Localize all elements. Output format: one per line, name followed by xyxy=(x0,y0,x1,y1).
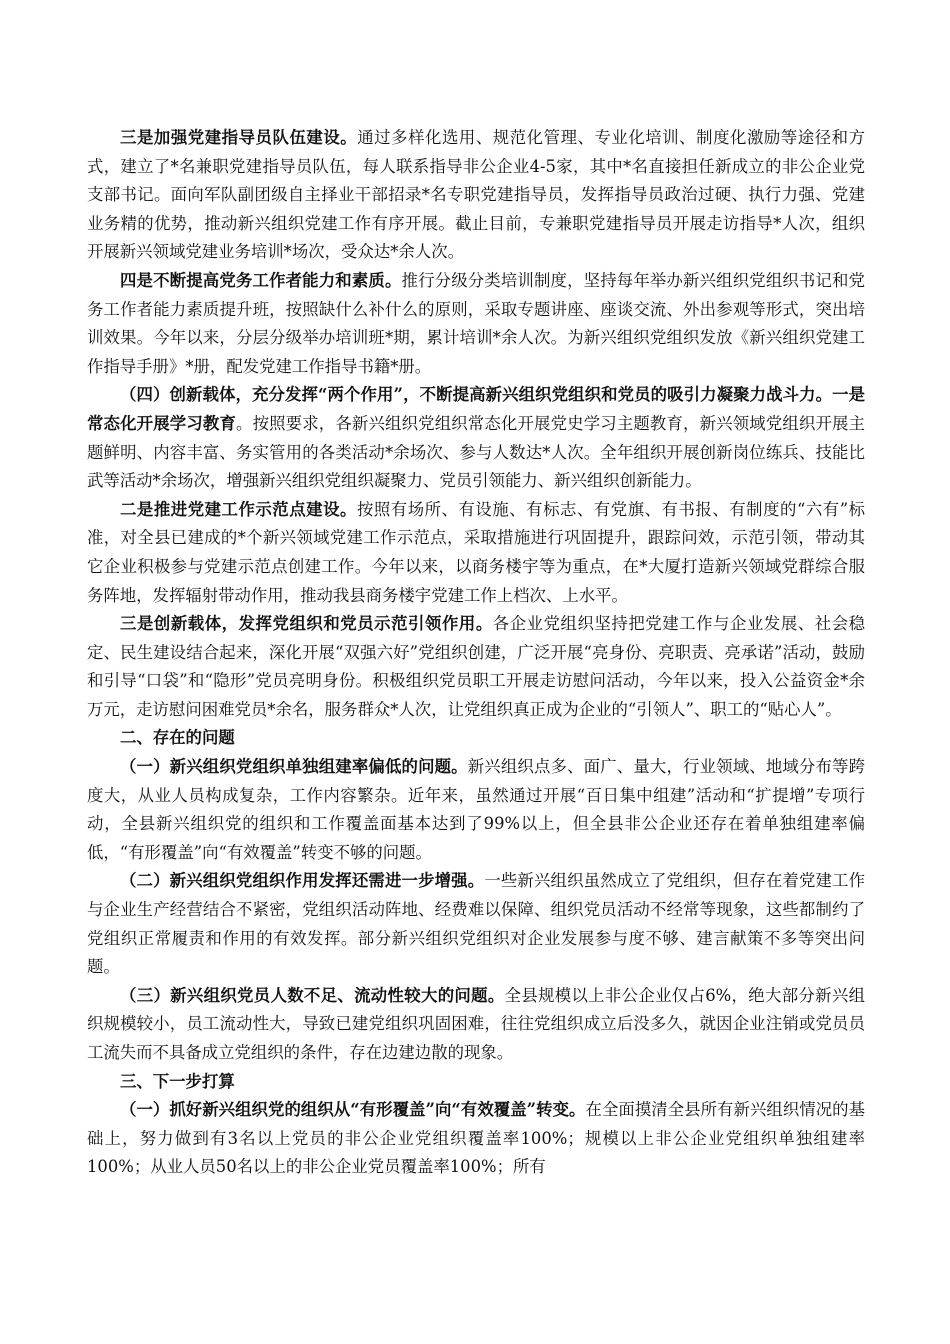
paragraph-lead: （四）创新载体，充分发挥“两个作用”，不断提高新兴组织党组织和党员的吸引力凝聚力战斗力。一是常态化开展学习教育 xyxy=(87,385,865,433)
paragraph-lead: （一）抓好新兴组织党的组织从“有形覆盖”向“有效覆盖”转变。 xyxy=(120,1100,586,1120)
paragraph-text: 各企业党组织坚持把党建工作与企业发展、社会稳定、民生建设结合起来，深化开展“双强六好”党组织创建，广泛开展“亮身份、亮职责、亮承诺”活动，鼓励和引导“口袋”和“隐形”党员亮明身份。积极组织党员职工开展走访慰问活动，今年以来，投入公益资金*余万元，走访慰问困难党员*余名，服务群众*人次，让党组织真正成为企业的“引领人”、职工的“贴心人”。 xyxy=(87,614,866,719)
paragraph-lead: 三是加强党建指导员队伍建设。 xyxy=(120,128,358,147)
paragraph-lead: 二是推进党建工作示范点建设。 xyxy=(120,499,357,519)
paragraph-party-worker-ability xyxy=(87,267,865,381)
paragraph-text: 全县规模以上非公企业仅占6%，绝大部分新兴组织规模较小，员工流动性大，导致已建党组织巩固困难，往往党组织成立后没多久，就因企业注销或党员员工流失而不具备成立党组织的条件，存在边建边散的现象。 xyxy=(87,985,865,1062)
section-heading-problems xyxy=(87,724,865,753)
paragraph-exemplary-role xyxy=(87,610,865,724)
section-heading-text: 二、存在的问题 xyxy=(120,728,235,748)
paragraph-text: 。按照要求，各新兴组织党组织常态化开展党史学习主题教育，新兴领域党组织开展主题鲜明、内容丰富、务实管用的各类活动*余场次、参与人数达*人次。全年组织开展创新岗位练兵、技能比武等活动*余场次，增强新兴组织党组织凝聚力、党员引领能力、新兴组织创新能力。 xyxy=(87,413,866,491)
section-heading-next-steps xyxy=(87,1068,865,1097)
paragraph-lead: 三是创新载体，发挥党组织和党员示范引领作用。 xyxy=(120,614,493,634)
paragraph-text: 通过多样化选用、规范化管理、专业化培训、制度化激励等途径和方式，建立了*名兼职党建指导员队伍，每人联系指导非公企业4-5家，其中*名直接担任新成立的非公企业党支部书记。面向军队副团级自主择业干部招录*名专职党建指导员，发挥指导员政治过硬、执行力强、党建业务精的优势，推动新兴组织党建工作有序开展。截止目前，专兼职党建指导员开展走访指导*人次，组织开展新兴领域党建业务培训*场次，受众达*余人次。 xyxy=(87,128,866,262)
paragraph-role-enhancement xyxy=(87,867,865,981)
section-heading-text: 三、下一步打算 xyxy=(120,1071,235,1091)
paragraph-demonstration-sites xyxy=(87,496,865,610)
paragraph-text: 一些新兴组织虽然成立了党组织，但存在着党建工作与企业生产经营结合不紧密，党组织活动阵地、经费难以保障、组织党员活动不经常等现象，这些都制约了党组织正常履责和作用的有效发挥。部分新兴组织党组织对企业发展参与度不够、建言献策不多等突出问题。 xyxy=(87,871,866,977)
paragraph-text: 新兴组织点多、面广、量大，行业领域、地域分布等跨度大，从业人员构成复杂，工作内容繁杂。近年来，虽然通过开展“百日集中组建”活动和“扩提增”专项行动，全县新兴组织党的组织和工作覆盖面基本达到了99%以上，但全县非公企业还存在着单独组建率偏低，“有形覆盖”向“有效覆盖”转变不够的问题。 xyxy=(87,757,866,862)
document-body xyxy=(87,124,865,1182)
paragraph-party-instructor-team xyxy=(87,124,865,267)
paragraph-effective-coverage xyxy=(87,1096,865,1182)
paragraph-text: 按照有场所、有设施、有标志、有党旗、有书报、有制度的“六有”标准，对全县已建成的*个新兴领域党建工作示范点，采取措施进行巩固提升，跟踪问效，示范引领，带动其它企业积极参与党建示范点创建工作。今年以来，以商务楼宇等为重点，在*大厦打造新兴领域党群综合服务阵地，发挥辐射带动作用，推动我县商务楼宇党建工作上档次、上水平。 xyxy=(87,499,866,605)
paragraph-lead: （三）新兴组织党员人数不足、流动性较大的问题。 xyxy=(120,985,505,1005)
paragraph-low-formation-rate xyxy=(87,753,865,867)
paragraph-lead: （二）新兴组织党组织作用发挥还需进一步增强。 xyxy=(120,871,485,891)
paragraph-text: 推行分级分类培训制度，坚持每年举办新兴组织党组织书记和党务工作者能力素质提升班，按照缺什么补什么的原则，采取专题讲座、座谈交流、外出参观等形式，突出培训效果。今年以来，分层分级举办培训班*期，累计培训*余人次。为新兴组织党组织发放《新兴组织党建工作指导手册》*册，配发党建工作指导书籍*册。 xyxy=(87,270,866,376)
paragraph-lead: 四是不断提高党务工作者能力和素质。 xyxy=(120,270,402,290)
paragraph-member-shortage xyxy=(87,982,865,1068)
paragraph-text: 在全面摸清全县所有新兴组织情况的基础上，努力做到有3名以上党员的非公企业党组织覆盖率100%；规模以上非公企业党组织单独组建率100%；从业人员50名以上的非公企业党员覆盖率100%；所有 xyxy=(87,1100,866,1177)
paragraph-lead: （一）新兴组织党组织单独组建率偏低的问题。 xyxy=(120,757,468,777)
paragraph-innovate-carriers xyxy=(87,381,865,495)
